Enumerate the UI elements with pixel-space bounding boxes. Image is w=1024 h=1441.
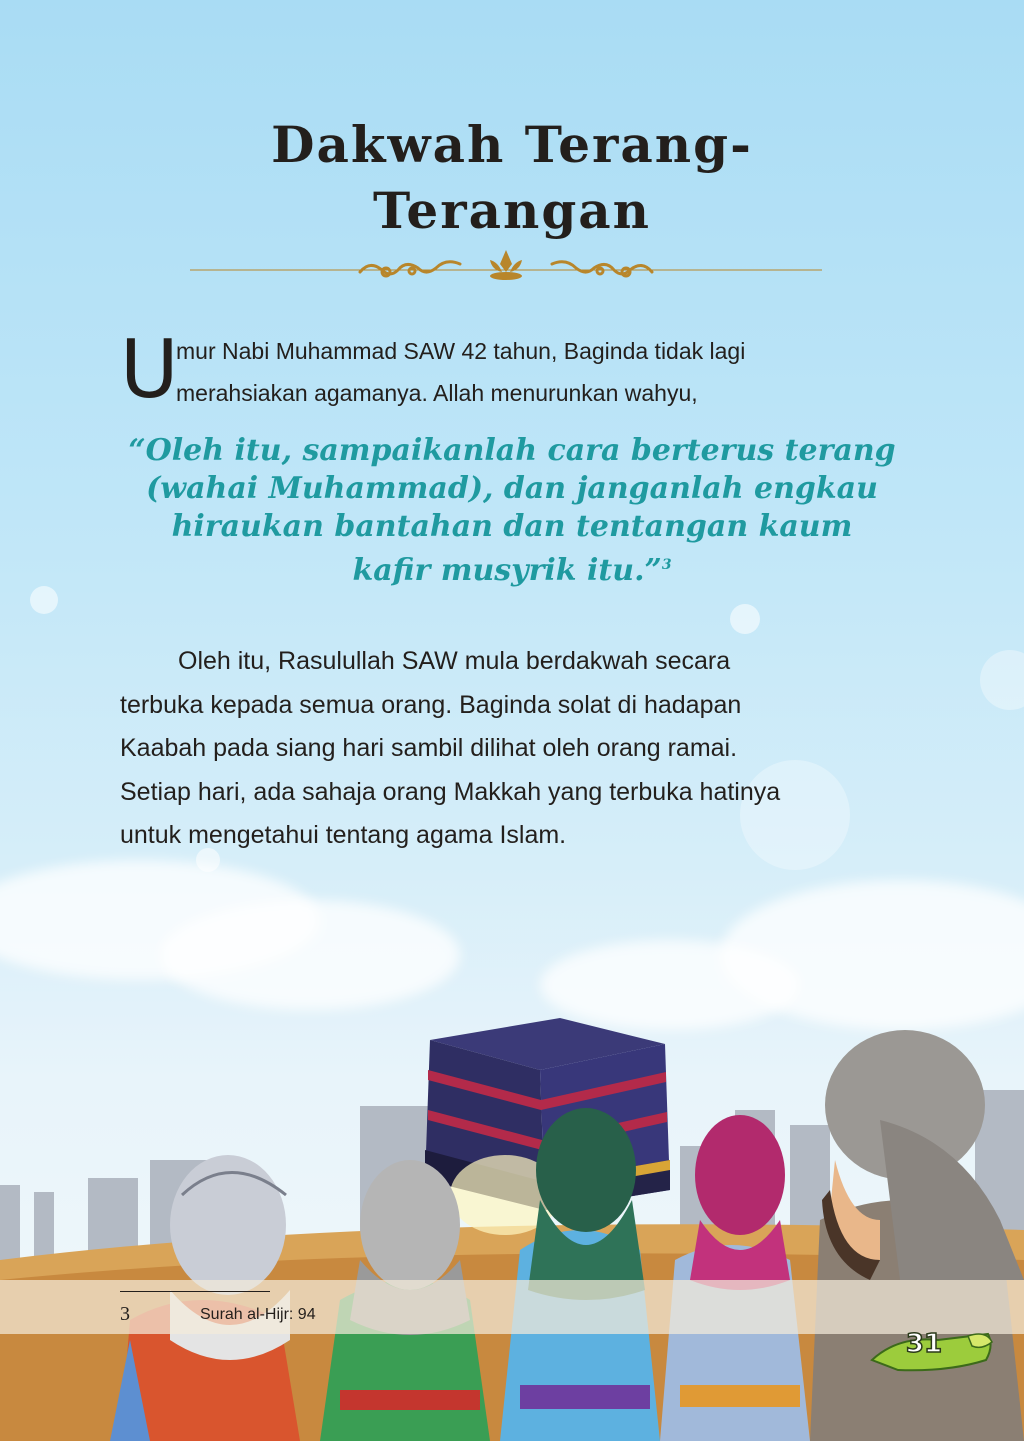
bokeh-circle (30, 586, 58, 614)
page-title (0, 112, 1024, 244)
title-line-2: Terangan (372, 181, 652, 240)
footnote-text: Surah al-Hijr: 94 (200, 1306, 316, 1323)
quote-line-3: hiraukan bantahan dan tentangan kaum (171, 509, 853, 544)
footnote-reference: 3 (661, 557, 672, 573)
footnote-number: 3 (120, 1303, 130, 1325)
drop-cap: U (120, 323, 179, 416)
quote-line-4 (0, 546, 1024, 590)
quote-line-4-text: kafir musyrik itu.” (352, 553, 662, 588)
intro-line-1: mur Nabi Muhammad SAW 42 tahun, Baginda tidak lagi (176, 338, 746, 364)
quran-quote (0, 432, 1024, 590)
intro-line-2: merahsiakan agamanya. Allah menurunkan wahyu, (176, 380, 698, 406)
body-line: Oleh itu, Rasulullah SAW mula berdakwah secara (178, 647, 731, 675)
body-paragraph (120, 640, 906, 858)
bokeh-circle (980, 650, 1024, 710)
page-number: 31 (905, 1329, 943, 1359)
body-line: Setiap hari, ada sahaja orang Makkah yang terbuka hatinya (120, 777, 781, 806)
body-line: untuk mengetahui tentang agama Islam. (120, 821, 567, 849)
quote-line-2: (wahai Muhammad), dan janganlah engkau (146, 471, 878, 506)
bokeh-circle (730, 604, 760, 634)
ornament-divider-icon (190, 246, 822, 286)
title-line-1: Dakwah Terang- (271, 115, 753, 174)
quote-line-1: “Oleh itu, sampaikanlah cara berterus terang (128, 433, 896, 468)
body-line: terbuka kepada semua orang. Baginda solat di hadapan (120, 690, 742, 719)
footnote-divider (120, 1291, 270, 1292)
body-line: Kaabah pada siang hari sambil dilihat oleh orang ramai. (120, 734, 738, 762)
